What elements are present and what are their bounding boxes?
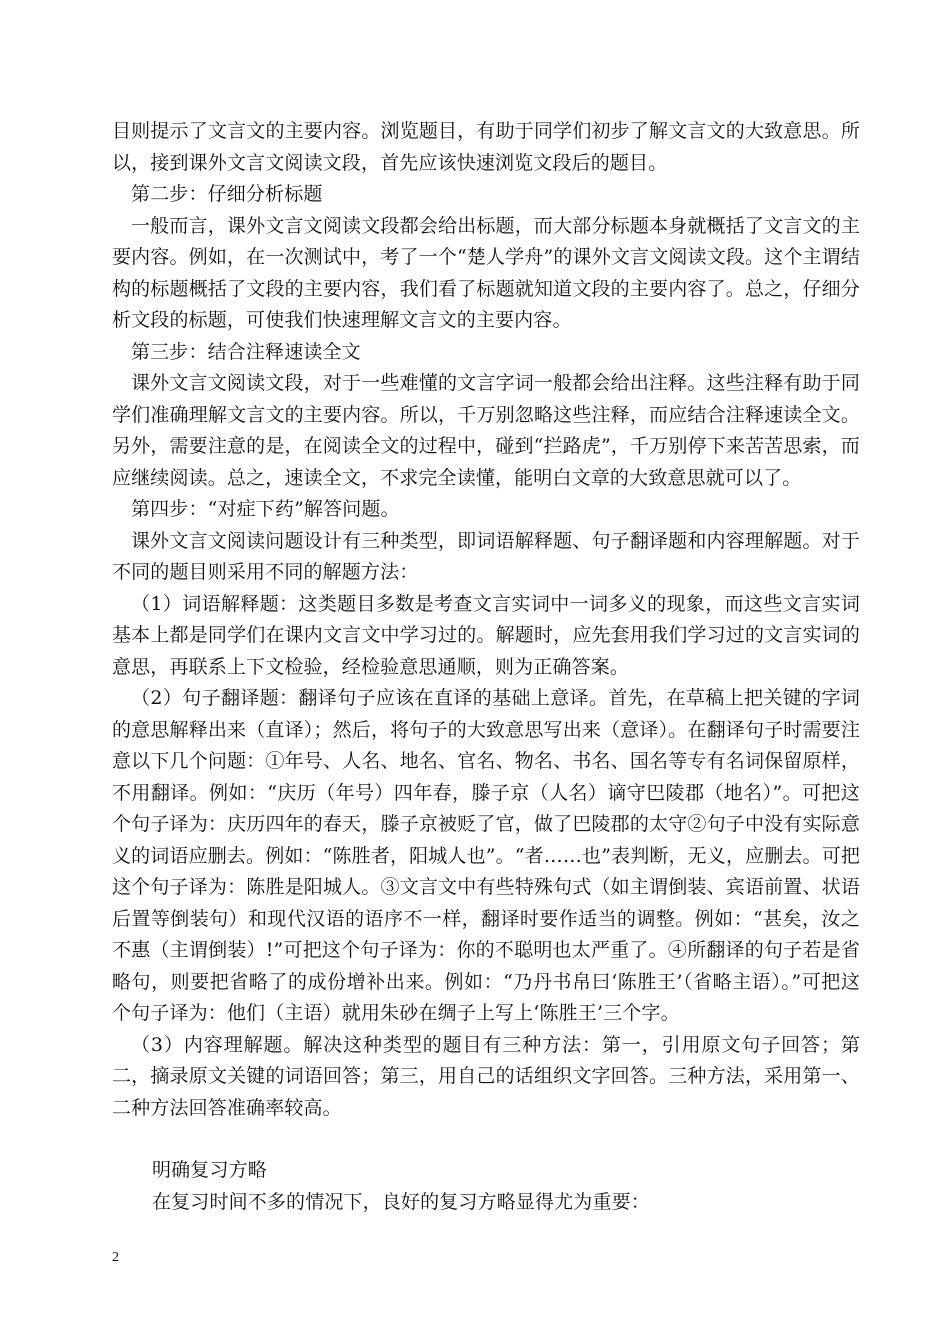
list-item-content-comprehension: （3）内容理解题。解决这种类型的题目有三种方法：第一，引用原文句子回答；第二，摘录原文关键的词语回答；第三，用自己的话组织文字回答。三种方法，采用第一、二种方法回答准确率较高。	[112, 1033, 860, 1119]
document-body	[112, 116, 860, 1218]
step-two-heading: 第二步：仔细分析标题	[131, 183, 323, 205]
step-three-heading: 第三步：结合注释速读全文	[131, 340, 361, 363]
section-intro: 在复习时间不多的情况下，良好的复习方略显得尤为重要：	[152, 1190, 650, 1213]
paragraph-intro-continued: 目则提示了文言文的主要内容。浏览题目，有助于同学们初步了解文言文的大致意思。所以，接到课外文言文阅读文段，首先应该快速浏览文段后的题目。	[112, 120, 860, 174]
paragraph-spacer	[112, 1124, 860, 1155]
list-item-sentence-translation: （2）句子翻译题：翻译句子应该在直译的基础上意译。首先，在草稿上把关键的字词的意思解释出来（直译）；然后，将句子的大致意思写出来（意译）。在翻译句子时需要注意以下几个问题：①年号、人名、地名、官名、物名、书名、国名等专有名词保留原样，不用翻译。例如：“庆历（年号）四年春，滕子京（人名）谪守巴陵郡（地名）”。可把这个句子译为：庆历四年的春天，滕子京被贬了官，做了巴陵郡的太守②句子中没有实际意义的词语应删去。例如：“陈胜者，阳城人也”。“者……也”表判断，无义，应删去。可把这个句子译为：陈胜是阳城人。③文言文中有些特殊句式（如主谓倒装、宾语前置、状语后置等倒装句）和现代汉语的语序不一样，翻译时要作适当的调整。例如：“甚矣，汝之不惠（主谓倒装）!”可把这个句子译为：你的不聪明也太严重了。④所翻译的句子若是省略句，则要把省略了的成份增补出来。例如：“乃丹书帛曰‘陈胜王’（省略主语）。”可把这个句子译为：他们（主语）就用朱砂在绸子上写上‘陈胜王’三个字。	[112, 687, 861, 1024]
step-four-heading: 第四步：“对症下药”解答问题。	[131, 498, 400, 520]
section-title: 明确复习方略	[152, 1159, 267, 1181]
page-number: 2	[112, 1250, 119, 1265]
step-two-paragraph: 一般而言，课外文言文阅读文段都会给出标题，而大部分标题本身就概括了文言文的主要内容。例如，在一次测试中，考了一个“楚人学舟”的课外文言文阅读文段。这个主谓结构的标题概括了文段的主要内容，我们看了标题就知道文段的主要内容了。总之，仔细分析文段的标题，可使我们快速理解文言文的主要内容。	[112, 214, 860, 331]
step-three-paragraph: 课外文言文阅读文段，对于一些难懂的文言字词一般都会给出注释。这些注释有助于同学们准确理解文言文的主要内容。所以，千万别忽略这些注释，而应结合注释速读全文。另外，需要注意的是，在阅读全文的过程中，碰到“拦路虎”，千万别停下来苦苦思索，而应继续阅读。总之，速读全文，不求完全读懂，能明白文章的大致意思就可以了。	[112, 372, 860, 489]
list-item-word-explanation: （1）词语解释题：这类题目多数是考查文言实词中一词多义的现象，而这些文言实词基本上都是同学们在课内文言文中学习过的。解题时，应先套用我们学习过的文言实词的意思，再联系上下文检验，经检验意思通顺，则为正确答案。	[112, 592, 860, 678]
step-four-paragraph: 课外文言文阅读问题设计有三种类型，即词语解释题、句子翻译题和内容理解题。对于不同的题目则采用不同的解题方法：	[112, 529, 860, 583]
